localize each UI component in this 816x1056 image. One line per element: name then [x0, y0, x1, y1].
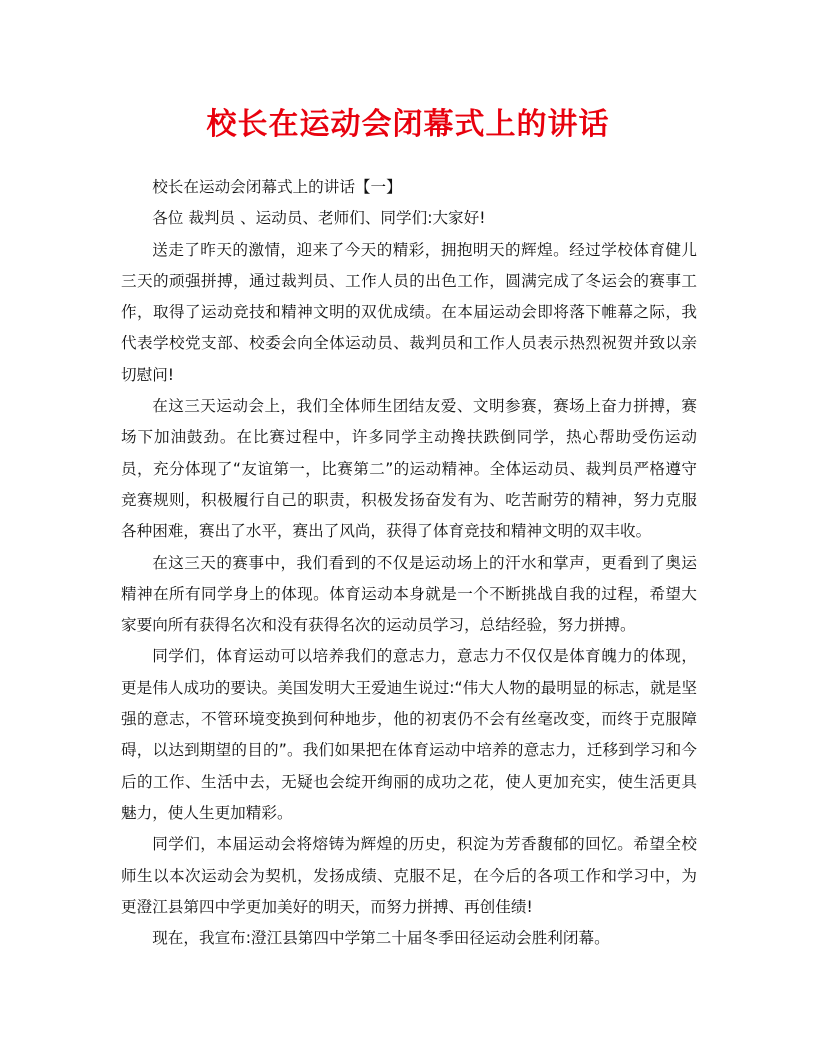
body-paragraph: 同学们，体育运动可以培养我们的意志力，意志力不仅仅是体育魄力的体现，更是伟人成功的要诀。美国发明大王爱迪生说过:“伟大人物的最明显的标志，就是坚强的意志，不管环境变换到何种地步，他的初衷仍不会有丝毫改变，而终于克服障碍，以达到期望的目的”。我们如果把在体育运动中培养的意志力，迁移到学习和今后的工作、生活中去，无疑也会绽开绚丽的成功之花，使人更加充实，使生活更具魅力，使人生更加精彩。 [121, 647, 697, 822]
document-title: 校长在运动会闭幕式上的讲话 [206, 107, 610, 142]
closing-paragraph: 现在，我宣布:澄江县第四中学第二十届冬季田径运动会胜利闭幕。 [152, 929, 610, 948]
body-paragraph: 同学们，本届运动会将熔铸为辉煌的历史，积淀为芳香馥郁的回忆。希望全校师生以本次运动会为契机，发扬成绩、克服不足，在今后的各项工作和学习中，为更澄江县第四中学更加美好的明天，而努力拼搏、再创佳绩! [121, 835, 697, 916]
body-paragraph: 在这三天的赛事中，我们看到的不仅是运动场上的汗水和掌声，更看到了奥运精神在所有同学身上的体现。体育运动本身就是一个不断挑战自我的过程，希望大家要向所有获得名次和没有获得名次的运动员学习，总结经验，努力拼搏。 [121, 553, 697, 635]
body-paragraph: 送走了昨天的激情，迎来了今天的精彩，拥抱明天的辉煌。经过学校体育健儿三天的顽强拼搏，通过裁判员、工作人员的出色工作，圆满完成了冬运会的赛事工作，取得了运动竞技和精神文明的双优成绩。在本届运动会即将落下帷幕之际，我代表学校党支部、校委会向全体运动员、裁判员和工作人员表示热烈祝贺并致以亲切慰问! [121, 240, 697, 384]
body-paragraph: 在这三天运动会上，我们全体师生团结友爱、文明参赛，赛场上奋力拼搏，赛场下加油鼓劲。在比赛过程中，许多同学主动搀扶跌倒同学，热心帮助受伤运动员，充分体现了“友谊第一，比赛第二”的运动精神。全体运动员、裁判员严格遵守竞赛规则，积极履行自己的职责，积极发扬奋发有为、吃苦耐劳的精神，努力克服各种困难，赛出了水平，赛出了风尚，获得了体育竞技和精神文明的双丰收。 [121, 397, 697, 541]
subtitle-paragraph: 校长在运动会闭幕式上的讲话【一】 [152, 178, 402, 196]
greeting-paragraph: 各位 裁判员 、运动员、老师们、同学们:大家好! [152, 209, 486, 228]
document-body [121, 172, 697, 954]
